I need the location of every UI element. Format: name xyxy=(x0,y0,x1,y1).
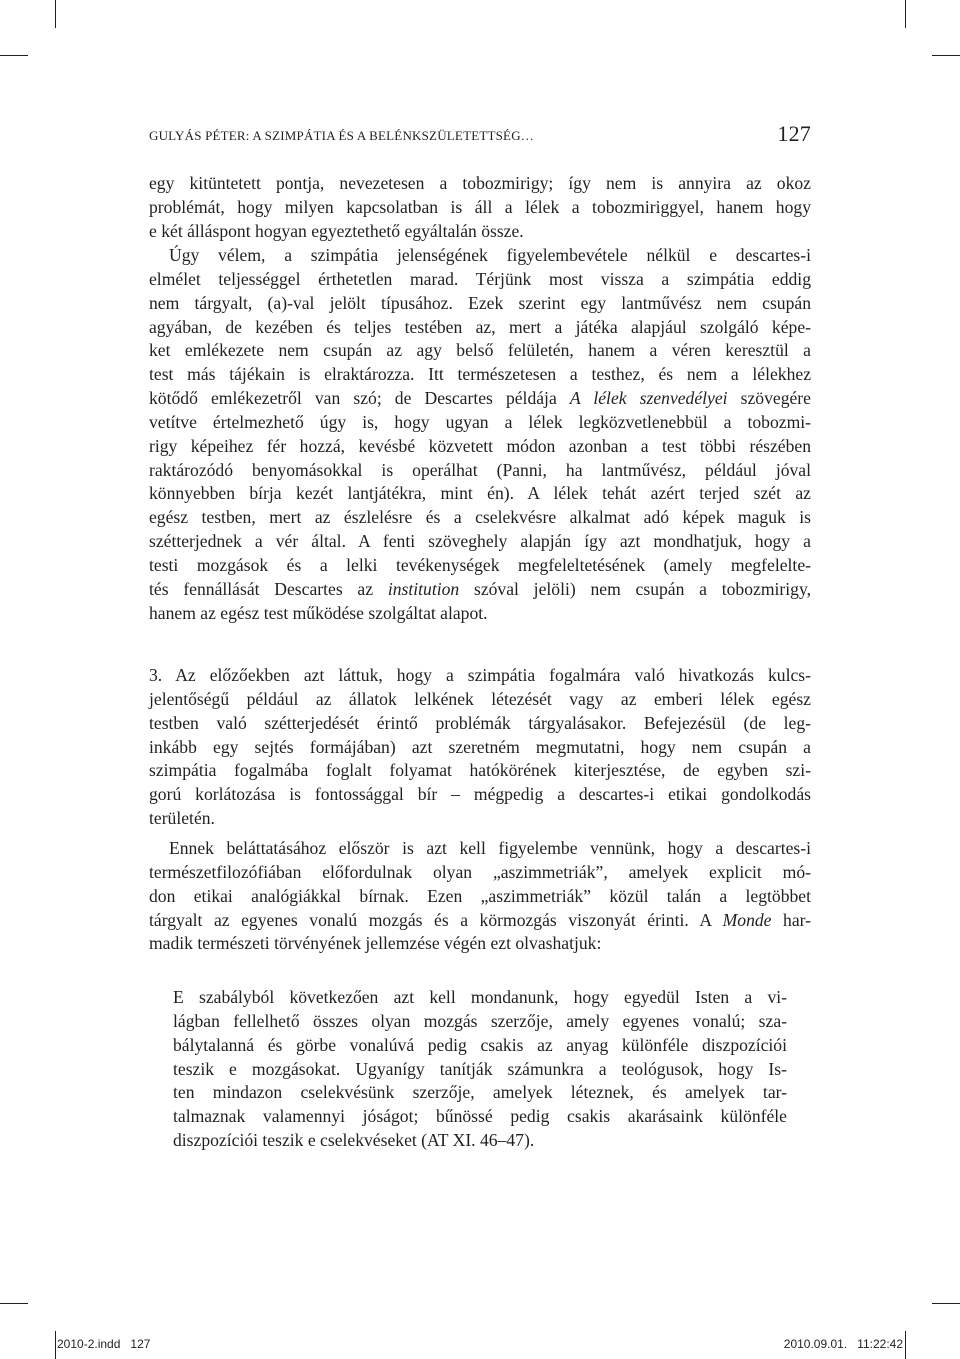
text-line: madik természeti törvényének jellemzése végén ezt olvashatjuk: xyxy=(149,933,602,954)
text-line: vetítve értelmezhető úgy is, hogy ugyan a lélek legközvetlenebbül a tobozmi- xyxy=(149,411,811,432)
quote-line: ten mindazon cselekvésünk szerzője, amelyek léteznek, és amelyek tar- xyxy=(173,1082,787,1103)
text-line: tés fennállását Descartes az institution szóval jelöli) nem csupán a tobozmirigy, xyxy=(149,578,811,599)
quote-line: diszpozíciói teszik e cselekvéseket (AT XI. 46–47). xyxy=(173,1130,535,1151)
running-title: GULYÁS PÉTER: A SZIMPÁTIA ÉS A BELÉNKSZÜLETETTSÉG… xyxy=(149,128,534,143)
text-line: e két álláspont hogyan egyeztethető egyáltalán össze. xyxy=(149,220,524,241)
italic-title: Monde xyxy=(722,909,772,930)
text-line: gorú korlátozása is fontossággal bír – mégpedig a descartes-i etikai gondolkodás xyxy=(149,784,811,805)
crop-mark-bottom-right xyxy=(905,1331,906,1359)
text-line: ket emlékezete nem csupán az agy belső felületén, hanem a véren keresztül a xyxy=(149,340,811,361)
text-line: test más tájékain is elraktározza. Itt természetesen a testhez, és nem a lélekhez xyxy=(149,364,811,385)
page-number: 127 xyxy=(777,121,811,146)
quote-line: talmaznak valamennyi jóságot; bűnössé pedig csakis akarásaink különféle xyxy=(173,1106,787,1127)
text-line: szimpátia fogalmába foglalt folyamat hatókörének kiterjesztése, de egyben szi- xyxy=(149,760,811,781)
quote-line: bálytalanná és görbe vonalúvá pedig csakis az anyag különféle diszpozíciói xyxy=(173,1034,787,1055)
text-line: hanem az egész test működése szolgáltat alapot. xyxy=(149,602,488,623)
crop-mark-bottom-left xyxy=(55,1331,56,1359)
text-line: inkább egy sejtés formájában) azt szeretném megmutatni, hogy nem csupán a xyxy=(149,736,811,757)
text-line: tárgyalt az egyenes vonalú mozgás és a körmozgás viszonyát érinti. A Monde har- xyxy=(149,909,811,930)
text-line: Úgy vélem, a szimpátia jelenségének figyelembevétele nélkül e descartes-i xyxy=(169,245,811,265)
crop-mark-right-top xyxy=(932,55,960,56)
text-line: területén. xyxy=(149,808,215,829)
text-line: Ennek beláttatásához először is azt kell figyelembe vennünk, hogy a descartes-i xyxy=(169,838,811,858)
text-line: rigy képeihez fér hozzá, kevésbé közvetett módon azonban a test többi részében xyxy=(149,435,811,456)
text-line: kötődő emlékezetről van szó; de Descartes példája A lélek szenvedélyei szövegére xyxy=(149,388,811,409)
paragraph-aszimmetriak xyxy=(149,837,811,956)
italic-title: A lélek szenvedélyei xyxy=(569,388,728,409)
section-3 xyxy=(149,664,811,831)
crop-mark-top-left xyxy=(55,0,56,28)
block-quote xyxy=(173,986,787,1153)
text-line: könnyebben bírja kezét lantjátékra, mint én). A lélek tehát azért terjed szét az xyxy=(149,483,811,504)
quote-line: E szabályból következően azt kell mondanunk, hogy egyedül Isten a vi- xyxy=(173,987,787,1007)
text-line: egész testben, mert az észlelésre és a cselekvésre alkalmat adó képek maguk is xyxy=(149,507,811,528)
quote-line: teszik e mozgásokat. Ugyanígy tanítják számunkra a teológusok, hogy Is- xyxy=(173,1058,787,1079)
text-line: természetfilozófiában előfordulnak olyan „aszimmetriák”, amelyek explicit mó- xyxy=(149,861,811,882)
crop-mark-left-top xyxy=(0,55,28,56)
text-line: elmélet teljességgel érthetetlen marad. Térjünk most vissza a szimpátia eddig xyxy=(149,268,811,289)
text-line: testben való szétterjedését érintő problémák tárgyalásakor. Befejezésül (de leg- xyxy=(149,712,811,733)
crop-mark-right-bottom xyxy=(932,1303,960,1304)
text-line: agyában, de kezében és teljes testében az, mert a játéka alapjául szolgáló képe- xyxy=(149,316,811,337)
slug-file: 2010-2.indd 127 xyxy=(57,1337,151,1351)
text-line: szétterjednek a vér által. A fenti szöveghely alapján így azt mondhatjuk, hogy a xyxy=(149,531,811,552)
paragraph-continuation xyxy=(149,172,811,244)
text-line: egy kitüntetett pontja, nevezetesen a tobozmirigy; így nem is annyira az okoz xyxy=(149,173,811,193)
text-line: testi mozgások és a lelki tevékenységek megfeleltetésének (amely megfelelte- xyxy=(149,554,811,575)
text-line: jelentőségű például az állatok lelkének létezését vagy az emberi lélek egész xyxy=(149,688,811,709)
crop-mark-top-right xyxy=(905,0,906,28)
running-head xyxy=(149,119,811,153)
crop-mark-left-bottom xyxy=(0,1303,28,1304)
text-line: 3. Az előzőekben azt láttuk, hogy a szimpátia fogalmára való hivatkozás kulcs- xyxy=(149,665,811,685)
text-line: raktározódó benyomásokkal is operálhat (Panni, ha lantművész, például jóval xyxy=(149,459,811,480)
quote-line: lágban fellelhető összes olyan mozgás szerzője, amely egyenes vonalú; sza- xyxy=(173,1010,787,1031)
text-line: don etikai analógiákkal bírnak. Ezen „aszimmetriák” közül talán a legtöbbet xyxy=(149,885,811,906)
slug-datetime: 2010.09.01. 11:22:42 xyxy=(783,1337,903,1351)
text-line: problémát, hogy milyen kapcsolatban is áll a lélek a tobozmiriggyel, hanem hogy xyxy=(149,196,811,217)
italic-term: institution xyxy=(387,578,460,599)
paragraph-szimpatia xyxy=(149,244,811,626)
text-line: nem tárgyalt, (a)-val jelölt típusához. Ezek szerint egy lantművész nem csupán xyxy=(149,292,811,313)
